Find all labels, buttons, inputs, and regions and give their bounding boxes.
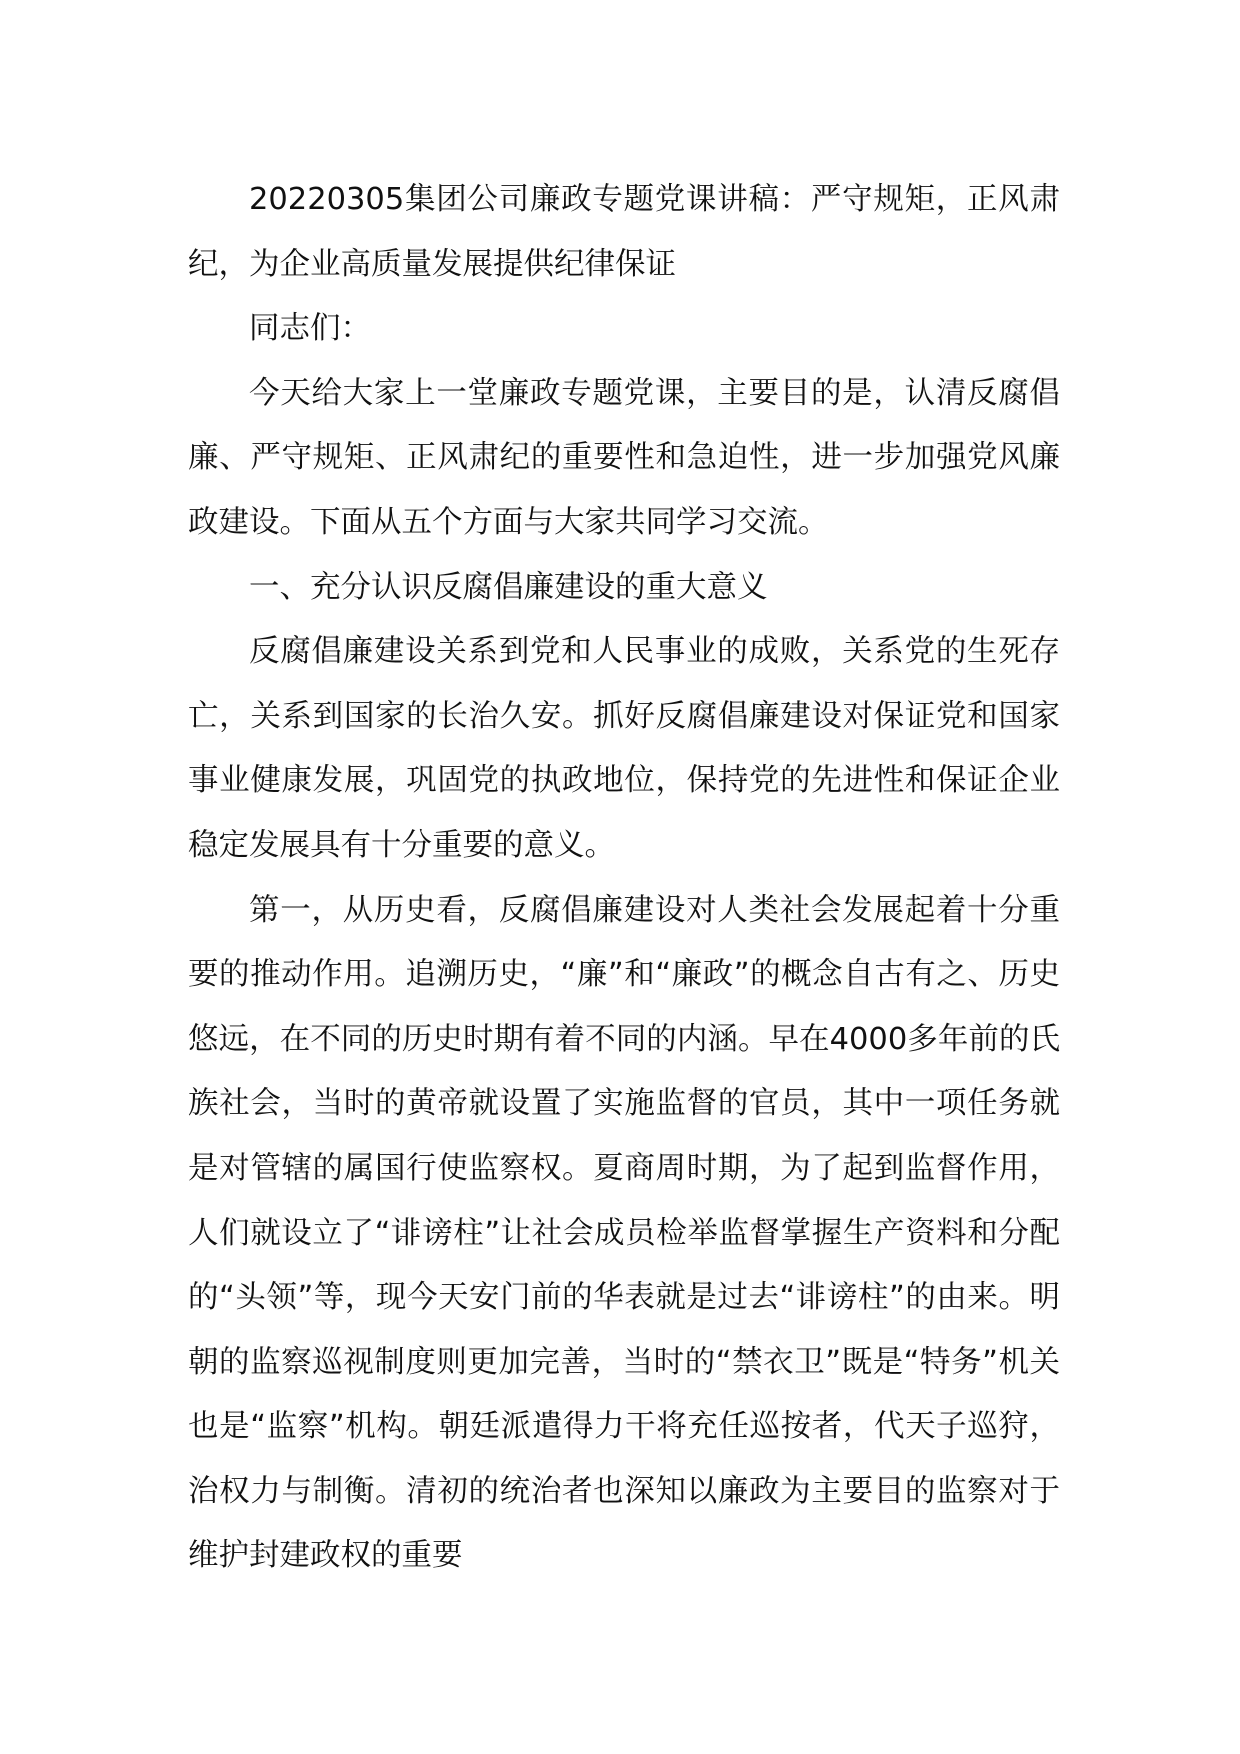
salutation-paragraph: 同志们： <box>249 311 371 347</box>
intro-paragraph: 今天给大家上一堂廉政专题党课，主要目的是，认清反腐倡廉、严守规矩、正风肃纪的重要性和急迫性，进一步加强党风廉政建设。下面从五个方面与大家共同学习交流。 <box>188 375 1060 540</box>
document-title: 20220305集团公司廉政专题党课讲稿：严守规矩，正风肃纪，为企业高质量发展提供纪律保证 <box>188 182 1060 282</box>
document-body <box>188 168 1060 1589</box>
section-heading: 一、充分认识反腐倡廉建设的重大意义 <box>249 569 768 605</box>
body-paragraph: 第一，从历史看，反腐倡廉建设对人类社会发展起着十分重要的推动作用。追溯历史，“廉”和“廉政”的概念自古有之、历史悠远，在不同的历史时期有着不同的内涵。早在4000多年前的氏族社会，当时的黄帝就设置了实施监督的官员，其中一项任务就是对管辖的属国行使监察权。夏商周时期，为了起到监督作用，人们就设立了“诽谤柱”让社会成员检举监督掌握生产资料和分配的“头领”等，现今天安门前的华表就是过去“诽谤柱”的由来。明朝的监察巡视制度则更加完善，当时的“禁衣卫”既是“特务”机关也是“监察”机构。朝廷派遣得力干将充任巡按者，代天子巡狩，治权力与制衡。清初的统治者也深知以廉政为主要目的监察对于维护封建政权的重要 <box>188 892 1060 1574</box>
body-paragraph: 反腐倡廉建设关系到党和人民事业的成败，关系党的生死存亡，关系到国家的长治久安。抓好反腐倡廉建设对保证党和国家事业健康发展，巩固党的执政地位，保持党的先进性和保证企业稳定发展具有十分重要的意义。 <box>188 634 1060 863</box>
